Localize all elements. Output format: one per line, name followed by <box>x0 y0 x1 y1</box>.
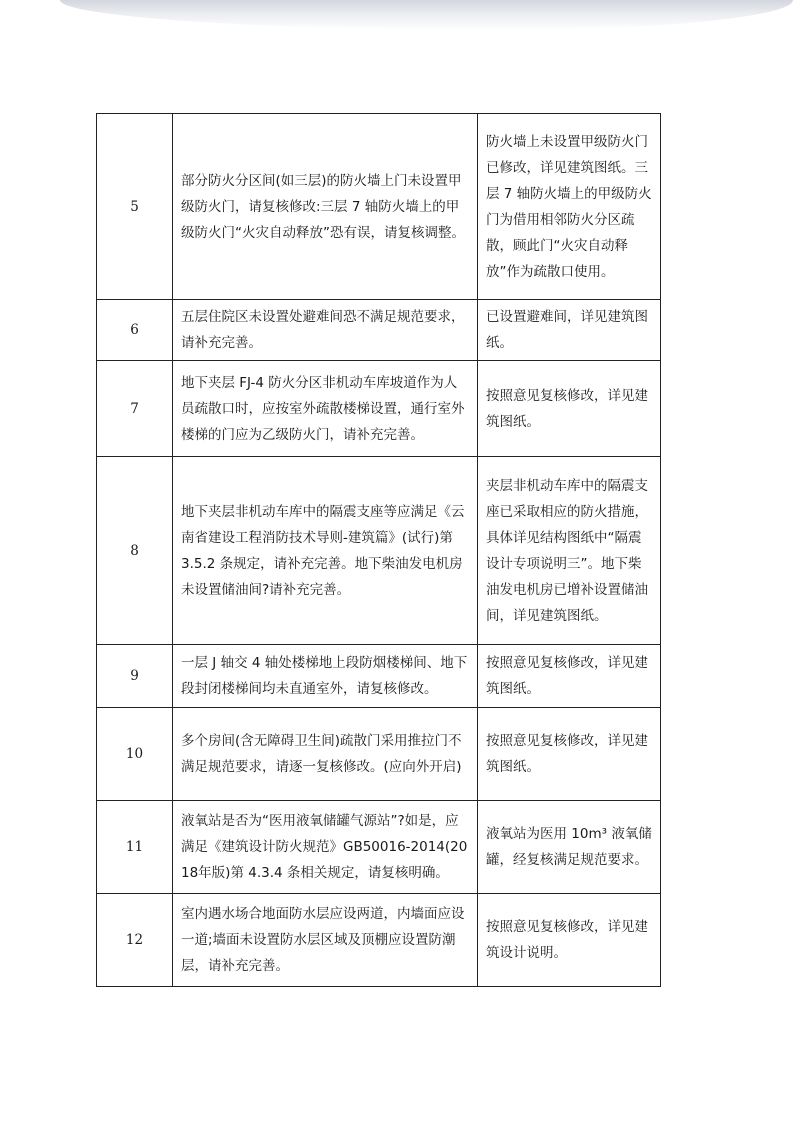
response-text: 夹层非机动车库中的隔震支座已采取相应的防火措施，具体详见结构图纸中“隔震设计专项说明三”。地下柴油发电机房已增补设置储油间，详见建筑图纸。 <box>478 457 661 645</box>
review-comment: 室内遇水场合地面防水层应设两道，内墙面应设一道;墙面未设置防水层区域及顶棚应设置防潮层，请补充完善。 <box>173 894 478 987</box>
row-number: 5 <box>97 114 173 300</box>
review-comment: 一层 J 轴交 4 轴处楼梯地上段防烟楼梯间、地下段封闭楼梯间均未直通室外，请复核修改。 <box>173 645 478 708</box>
review-comment: 多个房间(含无障碍卫生间)疏散门采用推拉门不满足规范要求，请逐一复核修改。(应向外开启) <box>173 708 478 801</box>
table-row <box>97 645 661 708</box>
row-number: 9 <box>97 645 173 708</box>
response-text: 防火墙上未设置甲级防火门已修改，详见建筑图纸。三层 7 轴防火墙上的甲级防火门为借用相邻防火分区疏散，顾此门“火灾自动释放”作为疏散口使用。 <box>478 114 661 300</box>
row-number: 7 <box>97 361 173 457</box>
table-row <box>97 894 661 987</box>
scan-edge-shadow <box>60 0 793 30</box>
table-row <box>97 300 661 361</box>
table-row <box>97 708 661 801</box>
response-text: 按照意见复核修改，详见建筑图纸。 <box>478 645 661 708</box>
review-comment: 液氧站是否为“医用液氧储罐气源站”?如是，应满足《建筑设计防火规范》GB50016-2014(2018年版)第 4.3.4 条相关规定，请复核明确。 <box>173 801 478 894</box>
review-comments-table <box>96 113 661 987</box>
review-comment: 地下夹层非机动车库中的隔震支座等应满足《云南省建设工程消防技术导则-建筑篇》(试行)第 3.5.2 条规定，请补充完善。地下柴油发电机房未设置储油间?请补充完善。 <box>173 457 478 645</box>
response-text: 按照意见复核修改，详见建筑图纸。 <box>478 361 661 457</box>
table-row <box>97 457 661 645</box>
review-comment: 部分防火分区间(如三层)的防火墙上门未设置甲级防火门，请复核修改:三层 7 轴防火墙上的甲级防火门“火灾自动释放”恐有误，请复核调整。 <box>173 114 478 300</box>
table-row <box>97 361 661 457</box>
table-row <box>97 114 661 300</box>
review-comment: 地下夹层 FJ-4 防火分区非机动车库坡道作为人员疏散口时，应按室外疏散楼梯设置，通行室外楼梯的门应为乙级防火门，请补充完善。 <box>173 361 478 457</box>
response-text: 按照意见复核修改，详见建筑图纸。 <box>478 708 661 801</box>
response-text: 已设置避难间，详见建筑图纸。 <box>478 300 661 361</box>
row-number: 12 <box>97 894 173 987</box>
row-number: 8 <box>97 457 173 645</box>
review-comment: 五层住院区未设置处避难间恐不满足规范要求，请补充完善。 <box>173 300 478 361</box>
response-text: 液氧站为医用 10m³ 液氧储罐，经复核满足规范要求。 <box>478 801 661 894</box>
response-text: 按照意见复核修改，详见建筑设计说明。 <box>478 894 661 987</box>
row-number: 11 <box>97 801 173 894</box>
row-number: 10 <box>97 708 173 801</box>
table-row <box>97 801 661 894</box>
row-number: 6 <box>97 300 173 361</box>
